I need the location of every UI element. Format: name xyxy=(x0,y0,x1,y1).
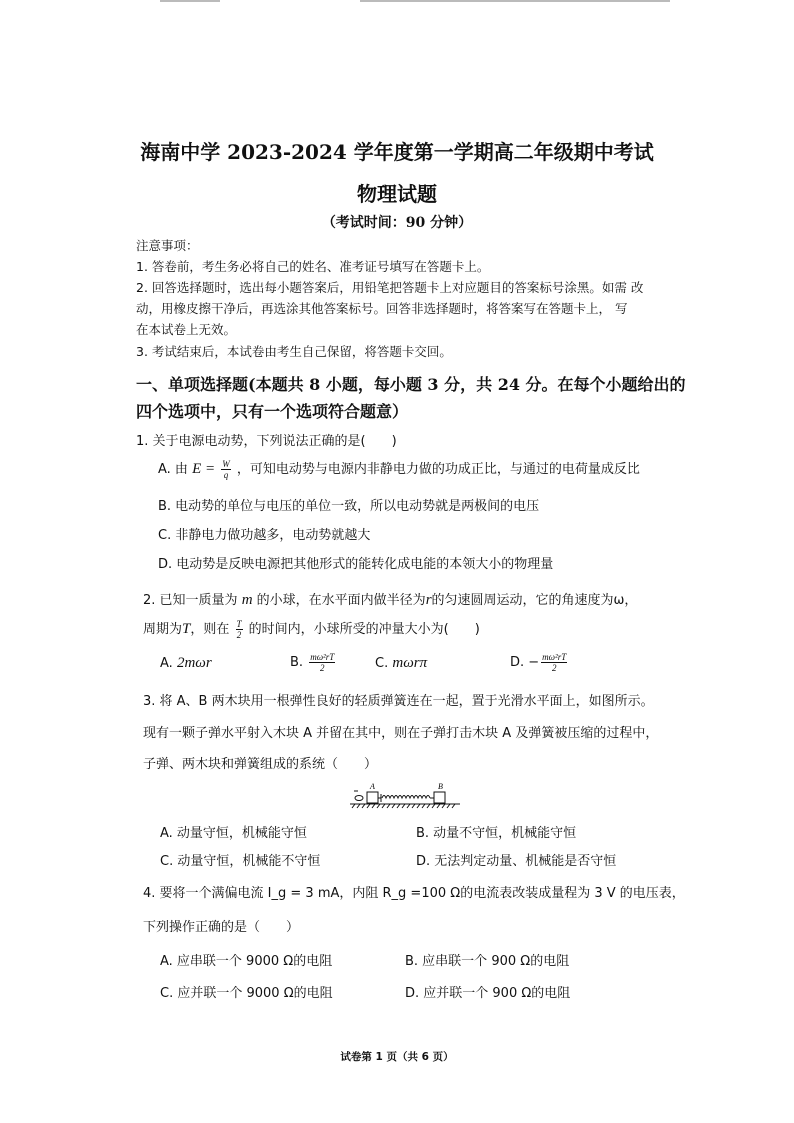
q1-stem: 1. 关于电源电动势，下列说法正确的是( ) xyxy=(136,434,397,449)
q4-option-d: D. 应并联一个 900 Ω的电阻 xyxy=(405,986,571,1001)
text: 的时间内，小球所受的冲量大小为( ) xyxy=(248,622,480,637)
text: 的匀速圆周运动，它的角速度为ω， xyxy=(431,593,638,608)
q4-line2: 下列操作正确的是（ ） xyxy=(143,920,300,935)
ground-hatch xyxy=(352,804,455,808)
section-heading-cont: 四个选项中，只有一个选项符合题意） xyxy=(136,402,409,421)
q2-line2 xyxy=(143,618,480,640)
q3-line2: 现有一颗子弹水平射入木块 A 并留在其中，则在子弹打击木块 A 及弹簧被压缩的过程中， xyxy=(143,726,659,741)
var-T: T xyxy=(182,621,191,637)
fraction xyxy=(309,652,335,673)
label: D. − xyxy=(510,655,540,670)
q1-option-c: C. 非静电力做功越多，电动势就越大 xyxy=(158,528,371,543)
q4-option-c: C. 应并联一个 9000 Ω的电阻 xyxy=(160,986,333,1001)
q2-option-a xyxy=(160,655,212,672)
note-item: 2. 回答选择题时，选出每小题答案后，用铅笔把答题卡上对应题目的答案标号涂黑。如需 改 xyxy=(136,280,644,295)
q3-spring-blocks-figure xyxy=(350,778,475,812)
fraction xyxy=(541,652,567,673)
q1-option-b: B. 电动势的单位与电压的单位一致，所以电动势就是两极间的电压 xyxy=(158,499,540,514)
q3-option-b: B. 动量不守恒，机械能守恒 xyxy=(416,826,577,841)
label: A. xyxy=(160,656,173,671)
exam-subject: 物理试题 xyxy=(357,182,437,206)
exam-duration: （考试时间：90 分钟） xyxy=(321,215,473,231)
var-r: r xyxy=(425,592,432,608)
q2-option-b xyxy=(290,652,337,673)
q1-a-pre: A. 由 xyxy=(158,462,188,477)
spring xyxy=(382,796,430,799)
text: ，则在 xyxy=(190,622,230,637)
denominator: 2 xyxy=(551,663,557,673)
label: B. xyxy=(290,655,304,670)
q2-line1 xyxy=(143,589,637,609)
q3-option-d: D. 无法判定动量、机械能是否守恒 xyxy=(416,854,617,869)
expr: 2mωr xyxy=(176,655,212,671)
figure-svg xyxy=(350,778,475,812)
q4-line1: 4. 要将一个满偏电流 I_g = 3 mA，内阻 R_g =100 Ω的电流表改装成量程为 3 V 的电压表， xyxy=(143,886,685,901)
bullet-icon xyxy=(355,796,363,801)
section-heading: 一、单项选择题(本题共 8 小题，每小题 3 分，共 24 分。在每个小题给出的 xyxy=(136,375,686,394)
expr: mωrπ xyxy=(392,655,428,671)
q3-line3: 子弹、两木块和弹簧组成的系统（ ） xyxy=(143,757,378,772)
q1-option-d: D. 电动势是反映电源把其他形式的能转化成电能的本领大小的物理量 xyxy=(158,557,554,572)
denominator: q xyxy=(223,470,229,480)
numerator: mω²rT xyxy=(542,652,567,662)
scan-artifact xyxy=(160,0,220,2)
numerator: T xyxy=(236,619,242,629)
notes-heading: 注意事项： xyxy=(136,238,199,253)
q2-option-c xyxy=(375,655,427,672)
q2-fraction xyxy=(236,619,243,640)
q3-option-c: C. 动量守恒，机械能不守恒 xyxy=(160,854,321,869)
text: 周期为 xyxy=(143,622,183,637)
q1-option-a xyxy=(158,458,640,480)
note-item: 在本试卷上无效。 xyxy=(136,322,237,337)
scan-artifact xyxy=(360,0,670,2)
text: 2. 已知一质量为 xyxy=(143,593,238,608)
exam-title: 海南中学 2023-2024 学年度第一学期高二年级期中考试 xyxy=(140,140,654,164)
q1-a-fraction xyxy=(221,459,231,480)
page-footer: 试卷第 1 页（共 6 页） xyxy=(340,1051,454,1063)
q4-option-a: A. 应串联一个 9000 Ω的电阻 xyxy=(160,954,333,969)
note-item: 3. 考试结束后，本试卷由考生自己保留，将答题卡交回。 xyxy=(136,344,452,359)
q3-line1: 3. 将 A、B 两木块用一根弹性良好的轻质弹簧连在一起，置于光滑水平面上，如图所示。 xyxy=(143,694,654,709)
block-a xyxy=(367,792,378,803)
var-m: m xyxy=(241,592,253,608)
note-item: 1. 答卷前，考生务必将自己的姓名、准考证号填写在答题卡上。 xyxy=(136,259,490,274)
label: C. xyxy=(375,656,389,671)
denominator: 2 xyxy=(319,663,325,673)
denominator: 2 xyxy=(236,630,242,640)
label-a: A xyxy=(370,782,375,791)
q3-option-a: A. 动量守恒，机械能守恒 xyxy=(160,826,307,841)
q1-a-post: ，可知电动势与电源内非静电力做的功成正比，与通过的电荷量成反比 xyxy=(236,462,640,477)
q4-option-b: B. 应串联一个 900 Ω的电阻 xyxy=(405,954,570,969)
numerator: mω²rT xyxy=(310,652,335,662)
block-b xyxy=(434,792,445,803)
numerator: W xyxy=(222,459,230,469)
q2-option-d xyxy=(510,652,569,673)
q1-a-eq: E = xyxy=(192,461,216,477)
label-b: B xyxy=(438,782,443,791)
text: 的小球，在水平面内做半径为 xyxy=(256,593,426,608)
note-item: 动，用橡皮擦干净后，再选涂其他答案标号。回答非选择题时，将答案写在答题卡上， 写 xyxy=(136,301,628,316)
